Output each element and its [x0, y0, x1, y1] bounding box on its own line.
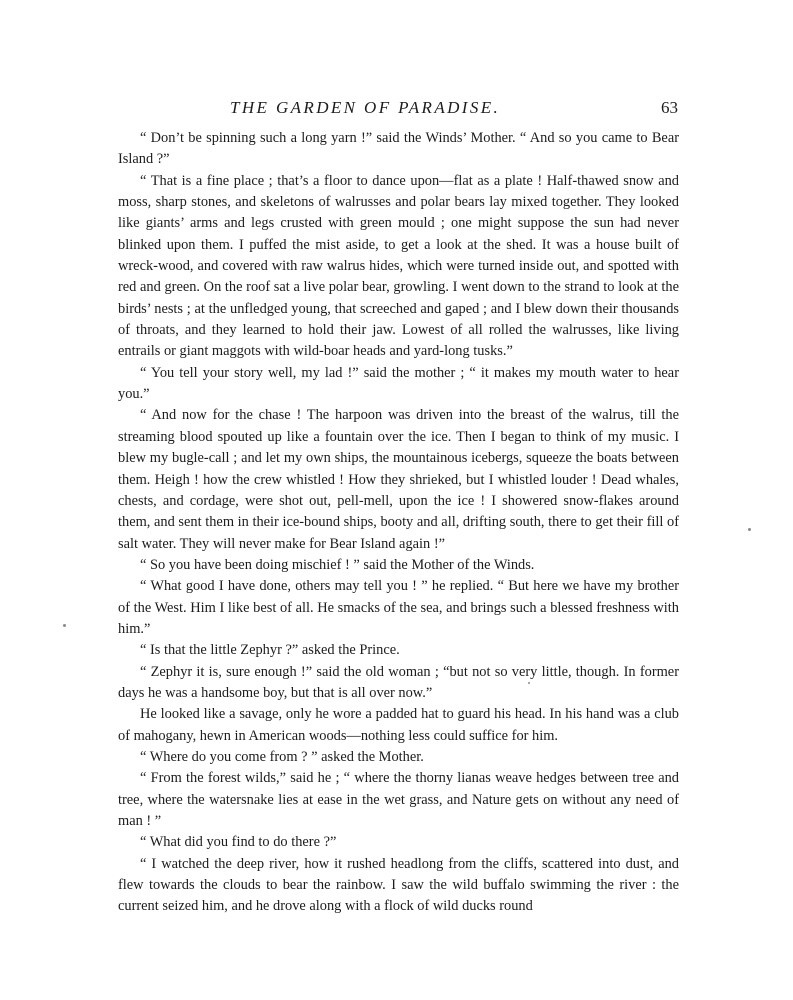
paragraph: “ Is that the little Zephyr ?” asked the Prince. [140, 642, 400, 659]
paragraph: “ Zephyr it is, sure enough !” said the old woman ; “but not so very little, though. In former days he was a handsome boy, but that is all over now.” [118, 663, 679, 701]
paper-speck [748, 528, 751, 531]
paragraph: “ What did you find to do there ?” [140, 834, 337, 851]
paragraph: “ Don’t be spinning such a long yarn !” said the Winds’ Mother. “ And so you came to Bear Island ?” [118, 130, 679, 168]
body-text [118, 128, 679, 918]
running-head [118, 98, 678, 122]
paragraph: “ Where do you come from ? ” asked the Mother. [140, 748, 424, 765]
paper-speck [528, 682, 530, 684]
paragraph: “ What good I have done, others may tell you ! ” he replied. “ But here we have my brother of the West. Him I like best of all. He smacks of the sea, and brings such a blessed freshness with him.” [118, 578, 679, 637]
paper-speck [63, 624, 66, 627]
paragraph: “ And now for the chase ! The harpoon was driven into the breast of the walrus, till the streaming blood spouted up like a fountain over the ice. Then I began to think of my music. I blew my bugle-call ; and let my own ships, the mountainous icebergs, squeeze the boats between them. Heigh ! how the crew whistled ! How they shrieked, but I whistled louder ! Dead whales, chests, and cordage, were shot out, pell-mell, upon the ice ! I showered snow-flakes around them, and sent them in their ice-bound ships, booty and all, drifting south, there to get their fill of salt water. They will never make for Bear Island again !” [118, 407, 679, 552]
paragraph: “ So you have been doing mischief ! ” said the Mother of the Winds. [140, 556, 535, 573]
page-number: 63 [661, 98, 678, 117]
paragraph: “ I watched the deep river, how it rushed headlong from the cliffs, scattered into dust, and flew towards the clouds to bear the rainbow. I saw the wild buffalo swimming the river : the current seized him, and he drove along with a flock of wild ducks round [118, 855, 679, 915]
running-title: THE GARDEN OF PARADISE. [230, 98, 501, 117]
paragraph: “ You tell your story well, my lad !” said the mother ; “ it makes my mouth water to hear you.” [118, 364, 679, 403]
paragraph: “ That is a fine place ; that’s a floor to dance upon—flat as a plate ! Half-thawed snow and moss, sharp stones, and skeletons of walrusses and polar bears lay mixed together. They looked like giants’ arms and legs crusted with green mould ; one might suppose the sun had never blinked upon them. I puffed the mist aside, to get a look at the shed. It was a house built of wreck-wood, and covered with raw walrus hides, which were turned inside out, and spotted with red and green. On the roof sat a live polar bear, growling. I went down to the strand to look at the birds’ nests ; at the unfledged young, that screeched and gaped ; and I blew down their thousands of throats, and they learned to hold their jaw. Lowest of all rolled the walrusses, like living entrails or giant maggots with wild-boar heads and yard-long tusks.” [118, 172, 679, 360]
paragraph: He looked like a savage, only he wore a padded hat to guard his head. In his hand was a club of mahogany, hewn in American woods—nothing less could suffice for him. [118, 706, 679, 744]
paragraph: “ From the forest wilds,” said he ; “ where the thorny lianas weave hedges between tree and tree, where the watersnake lies at ease in the wet grass, and Nature gets on without any need of man ! ” [118, 770, 679, 829]
